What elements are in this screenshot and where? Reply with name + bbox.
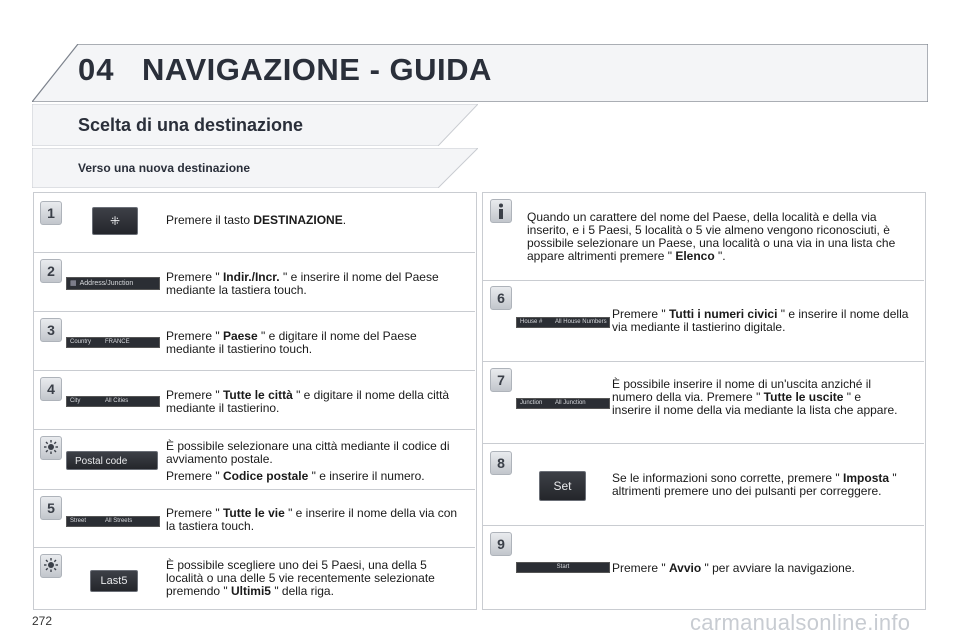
address-junction-screen: ▦ Address/Junction bbox=[66, 277, 160, 290]
step-badge-3: 3 bbox=[40, 318, 62, 342]
tip-postal-code-intro: È possibile selezionare una città mediante il codice di avviamento postale. bbox=[166, 439, 450, 466]
tip-postal-code-text: Premere " Codice postale " e inserire il numero. bbox=[166, 469, 425, 483]
tip-badge bbox=[40, 554, 62, 578]
step-3-text: Premere " Paese " e digitare il nome del Paese mediante il tastierino touch. bbox=[166, 329, 417, 356]
step-divider bbox=[33, 370, 475, 371]
step-divider bbox=[33, 547, 475, 548]
start-button-screen: Start bbox=[516, 562, 610, 573]
step-divider bbox=[482, 525, 924, 526]
step-8-text: Se le informazioni sono corrette, premere " Imposta " altrimenti premere uno dei pulsanti per correggere. bbox=[612, 471, 897, 498]
step-divider bbox=[482, 443, 924, 444]
info-text: Quando un carattere del nome del Paese, della località e della via inserito, e i 5 Paesi, 5 località o 5 vie almeno vengono riconosciuti, è possibile selezionare un Paese, una località o una via in una lista che appare altrimenti premere " Elenco ". bbox=[527, 210, 896, 263]
step-divider bbox=[482, 280, 924, 281]
step-badge-9: 9 bbox=[490, 532, 512, 556]
street-field-screen: Street All Streets bbox=[66, 516, 160, 527]
step-1-text: Premere il tasto DESTINAZIONE. bbox=[166, 213, 347, 227]
sun-tip-icon bbox=[44, 440, 58, 454]
set-button-screen: Set bbox=[539, 471, 586, 501]
last5-button-screen: Last5 bbox=[90, 570, 138, 592]
step-badge-2: 2 bbox=[40, 259, 62, 283]
country-field-screen: Country FRANCE bbox=[66, 337, 160, 348]
step-badge-5: 5 bbox=[40, 496, 62, 520]
step-5-text: Premere " Tutte le vie " e inserire il nome della via con la tastiera touch. bbox=[166, 506, 458, 533]
house-number-field-screen: House # All House Numbers bbox=[516, 317, 610, 328]
step-2-text: Premere " Indir./Incr. " e inserire il nome del Paese mediante la tastiera touch. bbox=[166, 270, 439, 297]
info-badge bbox=[490, 199, 512, 223]
watermark: carmanualsonline.info bbox=[690, 610, 911, 635]
step-divider bbox=[482, 361, 924, 362]
junction-field-screen: Junction All Junction bbox=[516, 398, 610, 409]
step-divider bbox=[33, 429, 475, 430]
step-6-text: Premere " Tutti i numeri civici " e inserire il nome della via mediante il tastierino digitale. bbox=[612, 307, 909, 334]
step-7-text: È possibile inserire il nome di un'uscita anziché il numero della via. Premere " Tutte le uscite " e inserire il nome della via mediante la lista che appare. bbox=[612, 377, 898, 417]
step-badge-7: 7 bbox=[490, 368, 512, 392]
step-divider bbox=[33, 252, 475, 253]
step-9-text: Premere " Avvio " per avviare la navigazione. bbox=[612, 561, 855, 575]
step-badge-8: 8 bbox=[490, 451, 512, 475]
chapter-number: 04 bbox=[78, 52, 115, 87]
step-badge-4: 4 bbox=[40, 377, 62, 401]
subsection-title: Verso una nuova destinazione bbox=[78, 161, 251, 175]
step-divider bbox=[33, 311, 475, 312]
city-field-screen: City All Cities bbox=[66, 396, 160, 407]
step-badge-6: 6 bbox=[490, 286, 512, 310]
page-number: 272 bbox=[32, 614, 53, 628]
step-badge-1: 1 bbox=[40, 201, 62, 225]
info-icon bbox=[497, 203, 505, 219]
step-4-text: Premere " Tutte le città " e digitare il nome della città mediante il tastierino. bbox=[166, 388, 450, 415]
section-title: Scelta di una destinazione bbox=[78, 115, 304, 135]
destination-button-icon: ⁜ bbox=[92, 207, 138, 235]
tip-badge bbox=[40, 436, 62, 460]
sun-tip-icon bbox=[44, 558, 58, 572]
postal-code-screen: Postal code bbox=[66, 451, 158, 470]
step-divider bbox=[33, 489, 475, 490]
chapter-title: NAVIGAZIONE - GUIDA bbox=[142, 52, 492, 87]
tip-last5-text: È possibile scegliere uno dei 5 Paesi, una della 5 località o una delle 5 vie recentemente selezionate premendo " Ultimi5 " della riga. bbox=[166, 558, 435, 598]
